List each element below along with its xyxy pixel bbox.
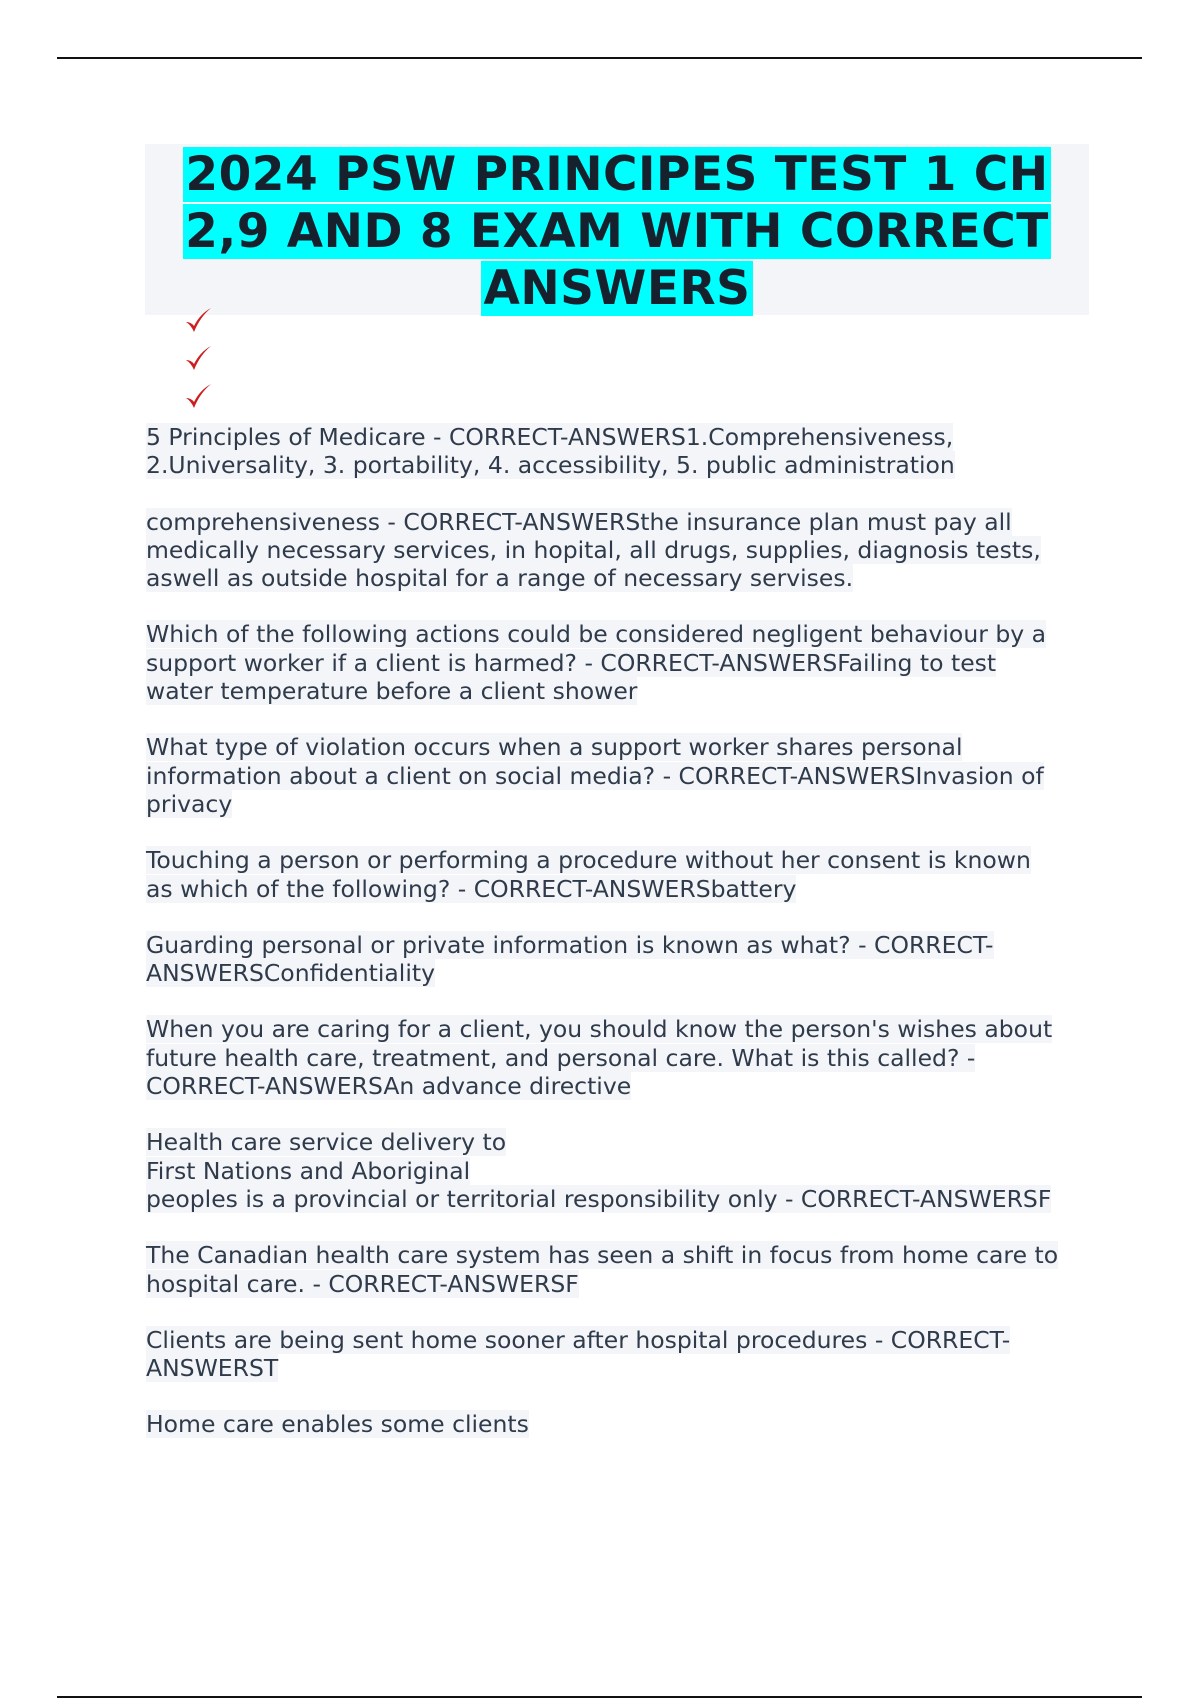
question-answer-list <box>146 423 1106 1467</box>
qa-item: Guarding personal or private information is known as what? - CORRECT- ANSWERSConfidentiality <box>146 930 994 988</box>
qa-item: The Canadian health care system has seen a shift in focus from home care to hospital care. - CORRECT-ANSWERSF <box>146 1241 1059 1298</box>
qa-item: Health care service delivery to First Nations and Aboriginal peoples is a provincial or territorial responsibility only - CORRECT-ANSWERSF <box>146 1128 1052 1213</box>
document-title: 2024 PSW PRINCIPES TEST 1 CH 2,9 AND 8 EXAM WITH CORRECT ANSWERS <box>185 147 1049 316</box>
check-icon <box>183 305 213 335</box>
qa-item: Home care enables some clients <box>146 1410 529 1439</box>
check-icon <box>183 381 213 411</box>
qa-item: Clients are being sent home sooner after hospital procedures - CORRECT- ANSWERST <box>146 1325 1011 1383</box>
check-mark-list <box>183 305 223 419</box>
qa-item: What type of violation occurs when a support worker shares personal information about a client on social media? - CORRECT-ANSWERSInvasion of privacy <box>146 733 1044 818</box>
qa-item: Touching a person or performing a procedure without her consent is known as which of the following? - CORRECT-ANSWERSbattery <box>146 846 1031 903</box>
top-rule <box>57 57 1142 59</box>
qa-item: 5 Principles of Medicare - CORRECT-ANSWERS1.Comprehensiveness, 2.Universality, 3. portability, 4. accessibility, 5. public administration <box>146 423 955 480</box>
bottom-rule <box>57 1696 1142 1698</box>
qa-item: When you are caring for a client, you should know the person's wishes about future health care, treatment, and personal care. What is this called? - CORRECT-ANSWERSAn advance directive <box>146 1015 1053 1101</box>
qa-item: comprehensiveness - CORRECT-ANSWERSthe insurance plan must pay all medically necessary services, in hopital, all drugs, supplies, diagnosis tests, aswell as outside hospital for a range of necessary servises. <box>146 507 1041 593</box>
check-icon <box>183 343 213 373</box>
qa-item: Which of the following actions could be considered negligent behaviour by a support worker if a client is harmed? - CORRECT-ANSWERSFailing to test water temperature before a client shower <box>146 620 1047 706</box>
